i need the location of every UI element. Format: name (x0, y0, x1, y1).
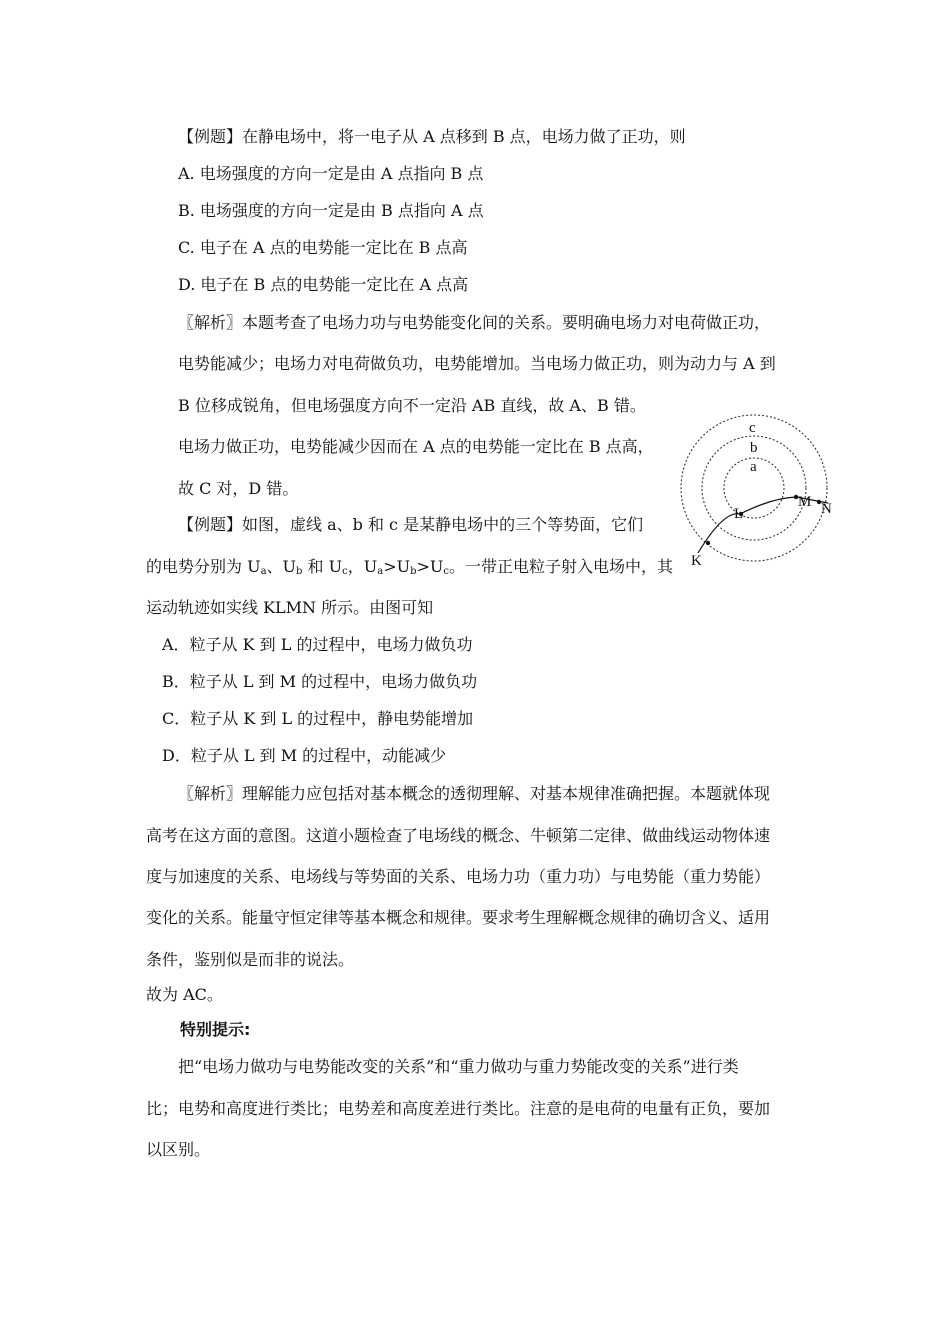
q2-stem-line: 的电势分别为 $U_a$、$U_b$ 和 $U_c$，$U_a>U_b>U_c$。一带正电粒子射入电场中，其 (146, 557, 674, 577)
point-k-dot (706, 541, 710, 545)
q1-stem: 【例题】在静电场中，将一电子从 A 点移到 B 点，电场力做了正功，则 (178, 127, 686, 146)
q1-option-b: B. 电场强度的方向一定是由 B 点指向 A 点 (178, 201, 484, 220)
q1-analysis-line: 故 C 对，D 错。 (178, 479, 299, 498)
tip-heading: 特别提示: (180, 1020, 251, 1039)
q1-analysis-line: 〖解析〗本题考查了电场力功与电势能变化间的关系。要明确电场力对电荷做正功， (178, 313, 771, 332)
q2-analysis-line: 变化的关系。能量守恒定律等基本概念和规律。要求考生理解概念规律的确切含义、适用 (146, 908, 771, 927)
q2-analysis-line: 〖解析〗理解能力应包括对基本概念的透彻理解、对基本规律准确把握。本题就体现 (178, 784, 771, 803)
q2-analysis-line: 度与加速度的关系、电场线与等势面的关系、电场力功（重力功）与电势能（重力势能） (146, 867, 771, 886)
label-b: b (750, 440, 758, 456)
q2-option-d: D．粒子从 L 到 M 的过程中，动能减少 (162, 746, 447, 765)
q2-option-c: C．粒子从 K 到 L 的过程中，静电势能增加 (162, 709, 474, 728)
q1-analysis-line: 电势能减少；电场力对电荷做负功，电势能增加。当电场力做正功，则为动力与 A 到 (178, 354, 776, 373)
q2-option-b: B．粒子从 L 到 M 的过程中，电场力做负功 (162, 672, 478, 691)
q1-option-d: D. 电子在 B 点的电势能一定比在 A 点高 (178, 275, 469, 294)
q1-option-a: A. 电场强度的方向一定是由 A 点指向 B 点 (178, 164, 484, 183)
q2-analysis-line: 高考在这方面的意图。这道小题检查了电场线的概念、牛顿第二定律、做曲线运动物体速 (146, 826, 771, 845)
label-c: c (749, 420, 756, 436)
tip-line: 把“电场力做功与电势能改变的关系”和“重力做功与重力势能改变的关系”进行类 (178, 1057, 739, 1076)
q2-analysis-line: 条件，鉴别似是而非的说法。 (146, 950, 355, 969)
label-k: K (691, 553, 702, 569)
q2-answer: 故为 AC。 (146, 985, 223, 1004)
q2-stem-line: 【例题】如图，虚线 a、b 和 c 是某静电场中的三个等势面，它们 (178, 515, 644, 534)
q1-analysis-line: 电场力做正功，电势能减少因而在 A 点的电势能一定比在 B 点高， (178, 437, 654, 456)
label-a: a (750, 459, 757, 475)
q1-analysis-line: B 位移成锐角，但电场强度方向不一定沿 AB 直线，故 A、B 错。 (178, 396, 646, 415)
label-l: L (734, 506, 744, 522)
equipotential-c (681, 415, 827, 561)
equipotential-figure (672, 410, 842, 575)
q1-option-c: C. 电子在 A 点的电势能一定比在 B 点高 (178, 238, 468, 257)
q2-option-a: A．粒子从 K 到 L 的过程中，电场力做负功 (162, 635, 473, 654)
label-n: N (821, 501, 832, 517)
q2-stem-line: 运动轨迹如实线 KLMN 所示。由图可知 (146, 598, 434, 617)
label-m: M (798, 494, 812, 510)
tip-line: 比；电势和高度进行类比；电势差和高度差进行类比。注意的是电荷的电量有正负，要加 (146, 1099, 771, 1118)
tip-line: 以区别。 (146, 1140, 211, 1159)
